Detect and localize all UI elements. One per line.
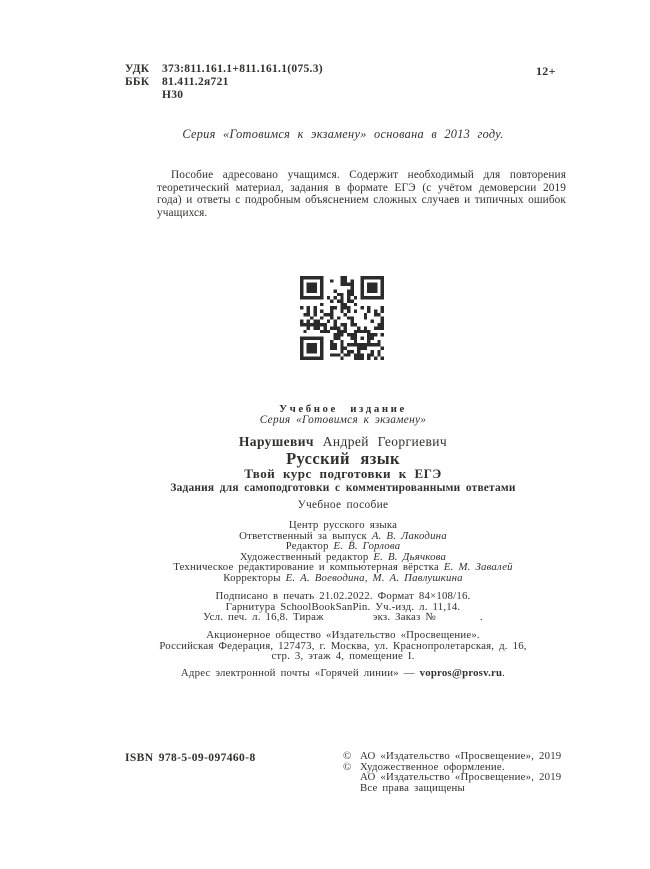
author-name bbox=[123, 434, 563, 450]
copyright-symbol bbox=[343, 783, 360, 794]
hotline-email: vopros@prosv.ru bbox=[419, 667, 503, 679]
book-subtitle: Твой курс подготовки к ЕГЭ bbox=[244, 466, 442, 481]
copyright-block bbox=[343, 751, 561, 794]
staff-names: Е. А. Воеводина, М. А. Павлушкина bbox=[285, 571, 463, 584]
bbk-row bbox=[125, 76, 323, 89]
udk-row bbox=[125, 63, 323, 76]
staff-credits bbox=[123, 520, 563, 583]
age-rating-badge: 12+ bbox=[536, 64, 556, 78]
author-sign: Н30 bbox=[162, 88, 184, 101]
author-last-name: Нарушевич bbox=[238, 434, 314, 449]
udk-value: 373:811.161.1+811.161.1(075.3) bbox=[162, 63, 323, 75]
hotline-label: Адрес электронной почты «Горячей линии» — bbox=[180, 667, 420, 679]
staff-role: Корректоры bbox=[223, 571, 281, 584]
bibliographic-codes bbox=[125, 63, 323, 102]
edition-series: Серия «Готовимся к экзамену» bbox=[259, 414, 427, 426]
hotline-suffix: . bbox=[502, 667, 506, 679]
staff-names: Е. М. Завалей bbox=[443, 561, 513, 573]
publisher-address bbox=[123, 630, 563, 662]
printing-info-line: Гарнитура SchoolBookSanPin. Уч.-изд. л. 11,14. bbox=[225, 600, 461, 613]
qr-code bbox=[300, 276, 384, 360]
annotation-paragraph: Пособие адресовано учащимся. Содержит необходимый для повторения теоретический материал, задания в формате ЕГЭ (с учётом демоверсии 2019 года) и ответы с подробным объяснением сложных случаев и типичных ошибок учащихся. bbox=[157, 169, 566, 219]
publisher-line: Акционерное общество «Издательство «Просвещение». bbox=[206, 629, 480, 641]
staff-role: Ответственный за выпуск bbox=[239, 529, 367, 542]
author-first-patronymic: Андрей Георгиевич bbox=[322, 434, 448, 449]
staff-names: А. В. Лакодина bbox=[371, 529, 447, 542]
printing-info-line: Усл. печ. л. 16,8. Тираж экз. Заказ № . bbox=[203, 611, 483, 624]
publication-type: Учебное пособие bbox=[297, 499, 389, 511]
staff-line bbox=[123, 573, 563, 584]
copyright-symbol: © bbox=[343, 750, 352, 762]
copyright-symbol bbox=[343, 772, 360, 783]
bbk-value: 81.411.2я721 bbox=[162, 75, 229, 88]
copyright-text: Художественное оформление. bbox=[360, 760, 505, 773]
copyright-symbol: © bbox=[343, 760, 352, 773]
publisher-line: стр. 3, этаж 4, помещение I. bbox=[271, 650, 415, 663]
printing-info-line: Подписано в печать 21.02.2022. Формат 84×108/16. bbox=[215, 590, 471, 602]
copyright-text: АО «Издательство «Просвещение», 2019 bbox=[360, 750, 562, 762]
book-subsubtitle: Задания для самоподготовки с комментированными ответами bbox=[170, 482, 516, 494]
staff-role: Техническое редактирование и компьютерная вёрстка bbox=[173, 561, 439, 573]
staff-role: Художественный редактор bbox=[239, 550, 369, 563]
bbk-label: ББК bbox=[125, 75, 150, 88]
copyright-text: АО «Издательство «Просвещение», 2019 bbox=[360, 771, 562, 784]
udk-label: УДК bbox=[125, 63, 150, 75]
author-sign-row bbox=[125, 89, 323, 102]
staff-role: Редактор bbox=[285, 540, 329, 552]
series-founding-note: Серия «Готовимся к экзамену» основана в 2013 году. bbox=[182, 127, 504, 141]
staff-names: Е. В. Дьячкова bbox=[373, 550, 447, 563]
isbn: ISBN 978-5-09-097460-8 bbox=[125, 752, 256, 764]
staff-names: Е. В. Горлова bbox=[333, 540, 401, 552]
copyright-line bbox=[343, 783, 561, 794]
book-title: Русский язык bbox=[286, 449, 400, 468]
printing-info bbox=[123, 591, 563, 623]
staff-role: Центр русского языка bbox=[288, 519, 398, 531]
hotline-email-line bbox=[123, 667, 563, 679]
copyright-text: Все права защищены bbox=[360, 782, 465, 795]
publisher-line: Российская Федерация, 127473, г. Москва, ул. Краснопролетарская, д. 16, bbox=[159, 639, 527, 652]
edition-kind: Учебное издание bbox=[279, 403, 407, 415]
